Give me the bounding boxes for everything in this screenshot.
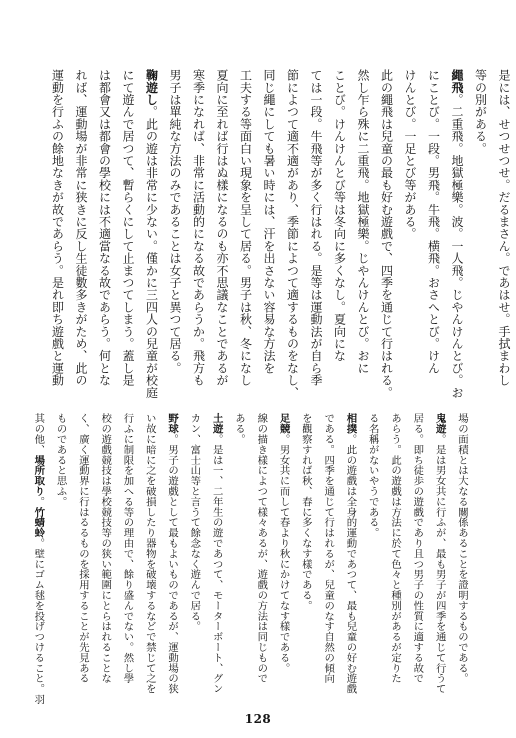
text-column bbox=[45, 69, 69, 401]
column-text: 。壁にゴム毬を投げつけること。羽 bbox=[32, 537, 45, 705]
column-text: ある。 bbox=[232, 413, 245, 445]
column-text: 然し乍ら殊に二重飛。地獄極樂。じやんけんとび。おに bbox=[356, 69, 370, 374]
column-text: く、廣く運動界に行はるるものを採用することが先見ある bbox=[76, 413, 89, 684]
text-column bbox=[92, 69, 116, 401]
text-column bbox=[327, 69, 351, 401]
column-text: 是には、せつせつせ。だるまさん。であはせ。手拭まわし bbox=[497, 69, 511, 387]
text-column bbox=[116, 413, 138, 709]
column-text: 男子は單純な方法のみであることは女子と異つて居る。 bbox=[168, 69, 182, 374]
column-text: にて遊んで居つて、暫らくにして止まつてしまう。蓋し是 bbox=[121, 69, 135, 387]
column-text: 同じ繩にしても暑い時には、汗を出さない容易な方法を bbox=[262, 69, 276, 374]
column-text: 寒季になれば、非常に活動的になる故であらうか。飛方も bbox=[191, 69, 206, 387]
column-text: 。男女共に而して春より秋にかけてなす樣である。 bbox=[277, 433, 290, 674]
section-heading: 相撲 bbox=[344, 413, 357, 434]
text-column bbox=[468, 69, 492, 401]
text-column bbox=[317, 413, 339, 709]
column-text: 。男子の遊戲として最もよいものであるが、運動場の狭 bbox=[166, 433, 179, 694]
upper-text-block bbox=[45, 69, 515, 401]
section-heading: 竹蜻蛉 bbox=[32, 506, 45, 538]
text-column bbox=[351, 69, 375, 401]
text-column bbox=[374, 69, 398, 401]
text-column bbox=[69, 69, 93, 401]
text-column bbox=[183, 413, 205, 709]
column-text: は都會又は都會の學校には不適當なる故であらう。何とな bbox=[97, 69, 112, 387]
column-text: ことび。けんけんとび等は冬向に多くなし。夏向にな bbox=[332, 69, 347, 362]
text-column bbox=[398, 69, 422, 401]
text-column bbox=[384, 413, 406, 709]
page-number: 128 bbox=[244, 712, 272, 726]
column-text: 此の繩飛は兒童の最も好む遊戲で、四季を通じて行はれる。 bbox=[379, 69, 394, 399]
text-column bbox=[138, 413, 160, 709]
text-column bbox=[233, 69, 257, 401]
column-text: けんとび。一足とび等がある。 bbox=[403, 69, 417, 240]
column-text: 。是は男女共に行ふが、最も男子が四季を通じて行うて bbox=[433, 433, 446, 694]
column-text: 居る。即ち徒歩の遊戲であり且つ男子の性質に適する故で bbox=[411, 413, 424, 684]
lower-text-block bbox=[27, 413, 473, 709]
section-heading: 繩飛 bbox=[450, 69, 464, 94]
column-text: あらう。此の遊戲は方法に於て色々と種別があるが定りた bbox=[389, 413, 402, 684]
section-heading: 足競 bbox=[277, 413, 290, 434]
section-heading: 鬼遊 bbox=[433, 413, 446, 434]
text-column bbox=[361, 413, 383, 709]
column-text: 。 bbox=[32, 496, 45, 507]
text-column bbox=[163, 69, 187, 401]
text-column bbox=[257, 69, 281, 401]
text-column bbox=[228, 413, 250, 709]
column-text: 。此の遊は非常に少ない。僅かに三四人の兒童が校庭 bbox=[144, 105, 159, 399]
text-column bbox=[428, 413, 450, 709]
column-text: である。四季を通じて行はれるが、兒童のなす自然の傾向 bbox=[322, 413, 335, 684]
text-column bbox=[280, 69, 304, 401]
column-text: 。是は一、二年生の遊であつて、モーターボート、グン bbox=[210, 433, 223, 694]
column-text: 運動を行ふの餘地なきが故であらう。是れ即ち遊戲と運動 bbox=[50, 69, 65, 387]
column-text: 。此の遊戲は全身的運動であつて、最も兒童の好む遊戲 bbox=[344, 433, 357, 694]
text-column bbox=[49, 413, 71, 709]
column-text: 工夫する等面白い現象を呈して居る。男子は秋、冬になし bbox=[238, 69, 253, 387]
column-text: 等の別がある。 bbox=[473, 69, 488, 155]
text-column bbox=[116, 69, 140, 401]
text-column bbox=[304, 69, 328, 401]
text-column bbox=[139, 69, 163, 401]
column-text: ものであると思ふ。 bbox=[54, 413, 67, 507]
column-text: れば、運動場が非常に狭きに反し生徒數多きがため、此の bbox=[74, 69, 88, 387]
section-heading: 場所取り bbox=[32, 454, 45, 497]
text-column bbox=[210, 69, 234, 401]
text-column bbox=[421, 69, 445, 401]
text-column bbox=[205, 413, 227, 709]
text-column bbox=[406, 413, 428, 709]
text-column bbox=[445, 69, 469, 401]
text-column bbox=[272, 413, 294, 709]
section-heading: 土遊 bbox=[210, 413, 223, 434]
section-heading: 鞠遊し bbox=[144, 69, 159, 106]
column-text: 場の面積とは大なる關係あることを證明するものである。 bbox=[455, 413, 468, 684]
section-heading: 野球 bbox=[166, 413, 179, 434]
column-text: 節によつて適不適があり、季節によつて適するものをなし、 bbox=[285, 69, 300, 399]
column-text: る名稱がないやうである。 bbox=[366, 413, 379, 538]
column-text: 其の他、 bbox=[32, 413, 45, 455]
column-text: にことび。一段。男飛。牛飛。横飛。おさへとび。けん bbox=[426, 69, 441, 374]
text-column bbox=[94, 413, 116, 709]
text-column bbox=[451, 413, 473, 709]
text-column bbox=[295, 413, 317, 709]
column-text: 校の遊戲競技は學校競技等の狭い範圍にとらはれることな bbox=[99, 413, 112, 684]
text-column bbox=[161, 413, 183, 709]
column-text: 線の描き樣によつて樣々あるが、遊戲の方法は同じもので bbox=[255, 413, 268, 684]
column-text: 。二重飛。地獄極樂。波。一人飛。じやんけんとび。お bbox=[450, 93, 464, 399]
text-column bbox=[250, 413, 272, 709]
column-text: い故に暗に之を破損したり器物を破壊するなどで禁じて之を bbox=[143, 413, 156, 694]
text-column bbox=[27, 413, 49, 709]
text-column bbox=[492, 69, 516, 401]
column-text: 夏向に至れば行はぬ樣になるのも亦不思議なことであるが bbox=[215, 69, 229, 387]
text-column bbox=[339, 413, 361, 709]
column-text: ては一段。牛飛等が多く行はれる。是等は運動法が自ら季 bbox=[309, 69, 323, 387]
column-text: カン、富士山等と言うて餘念なく遊んで居る。 bbox=[188, 413, 201, 632]
text-column bbox=[186, 69, 210, 401]
text-column bbox=[72, 413, 94, 709]
column-text: 行ふに制限を加へる等の理由で、餘り盛んでない。然し學 bbox=[121, 413, 134, 684]
column-text: を觀察すれば秋、春に多くなす樣である。 bbox=[299, 413, 312, 611]
